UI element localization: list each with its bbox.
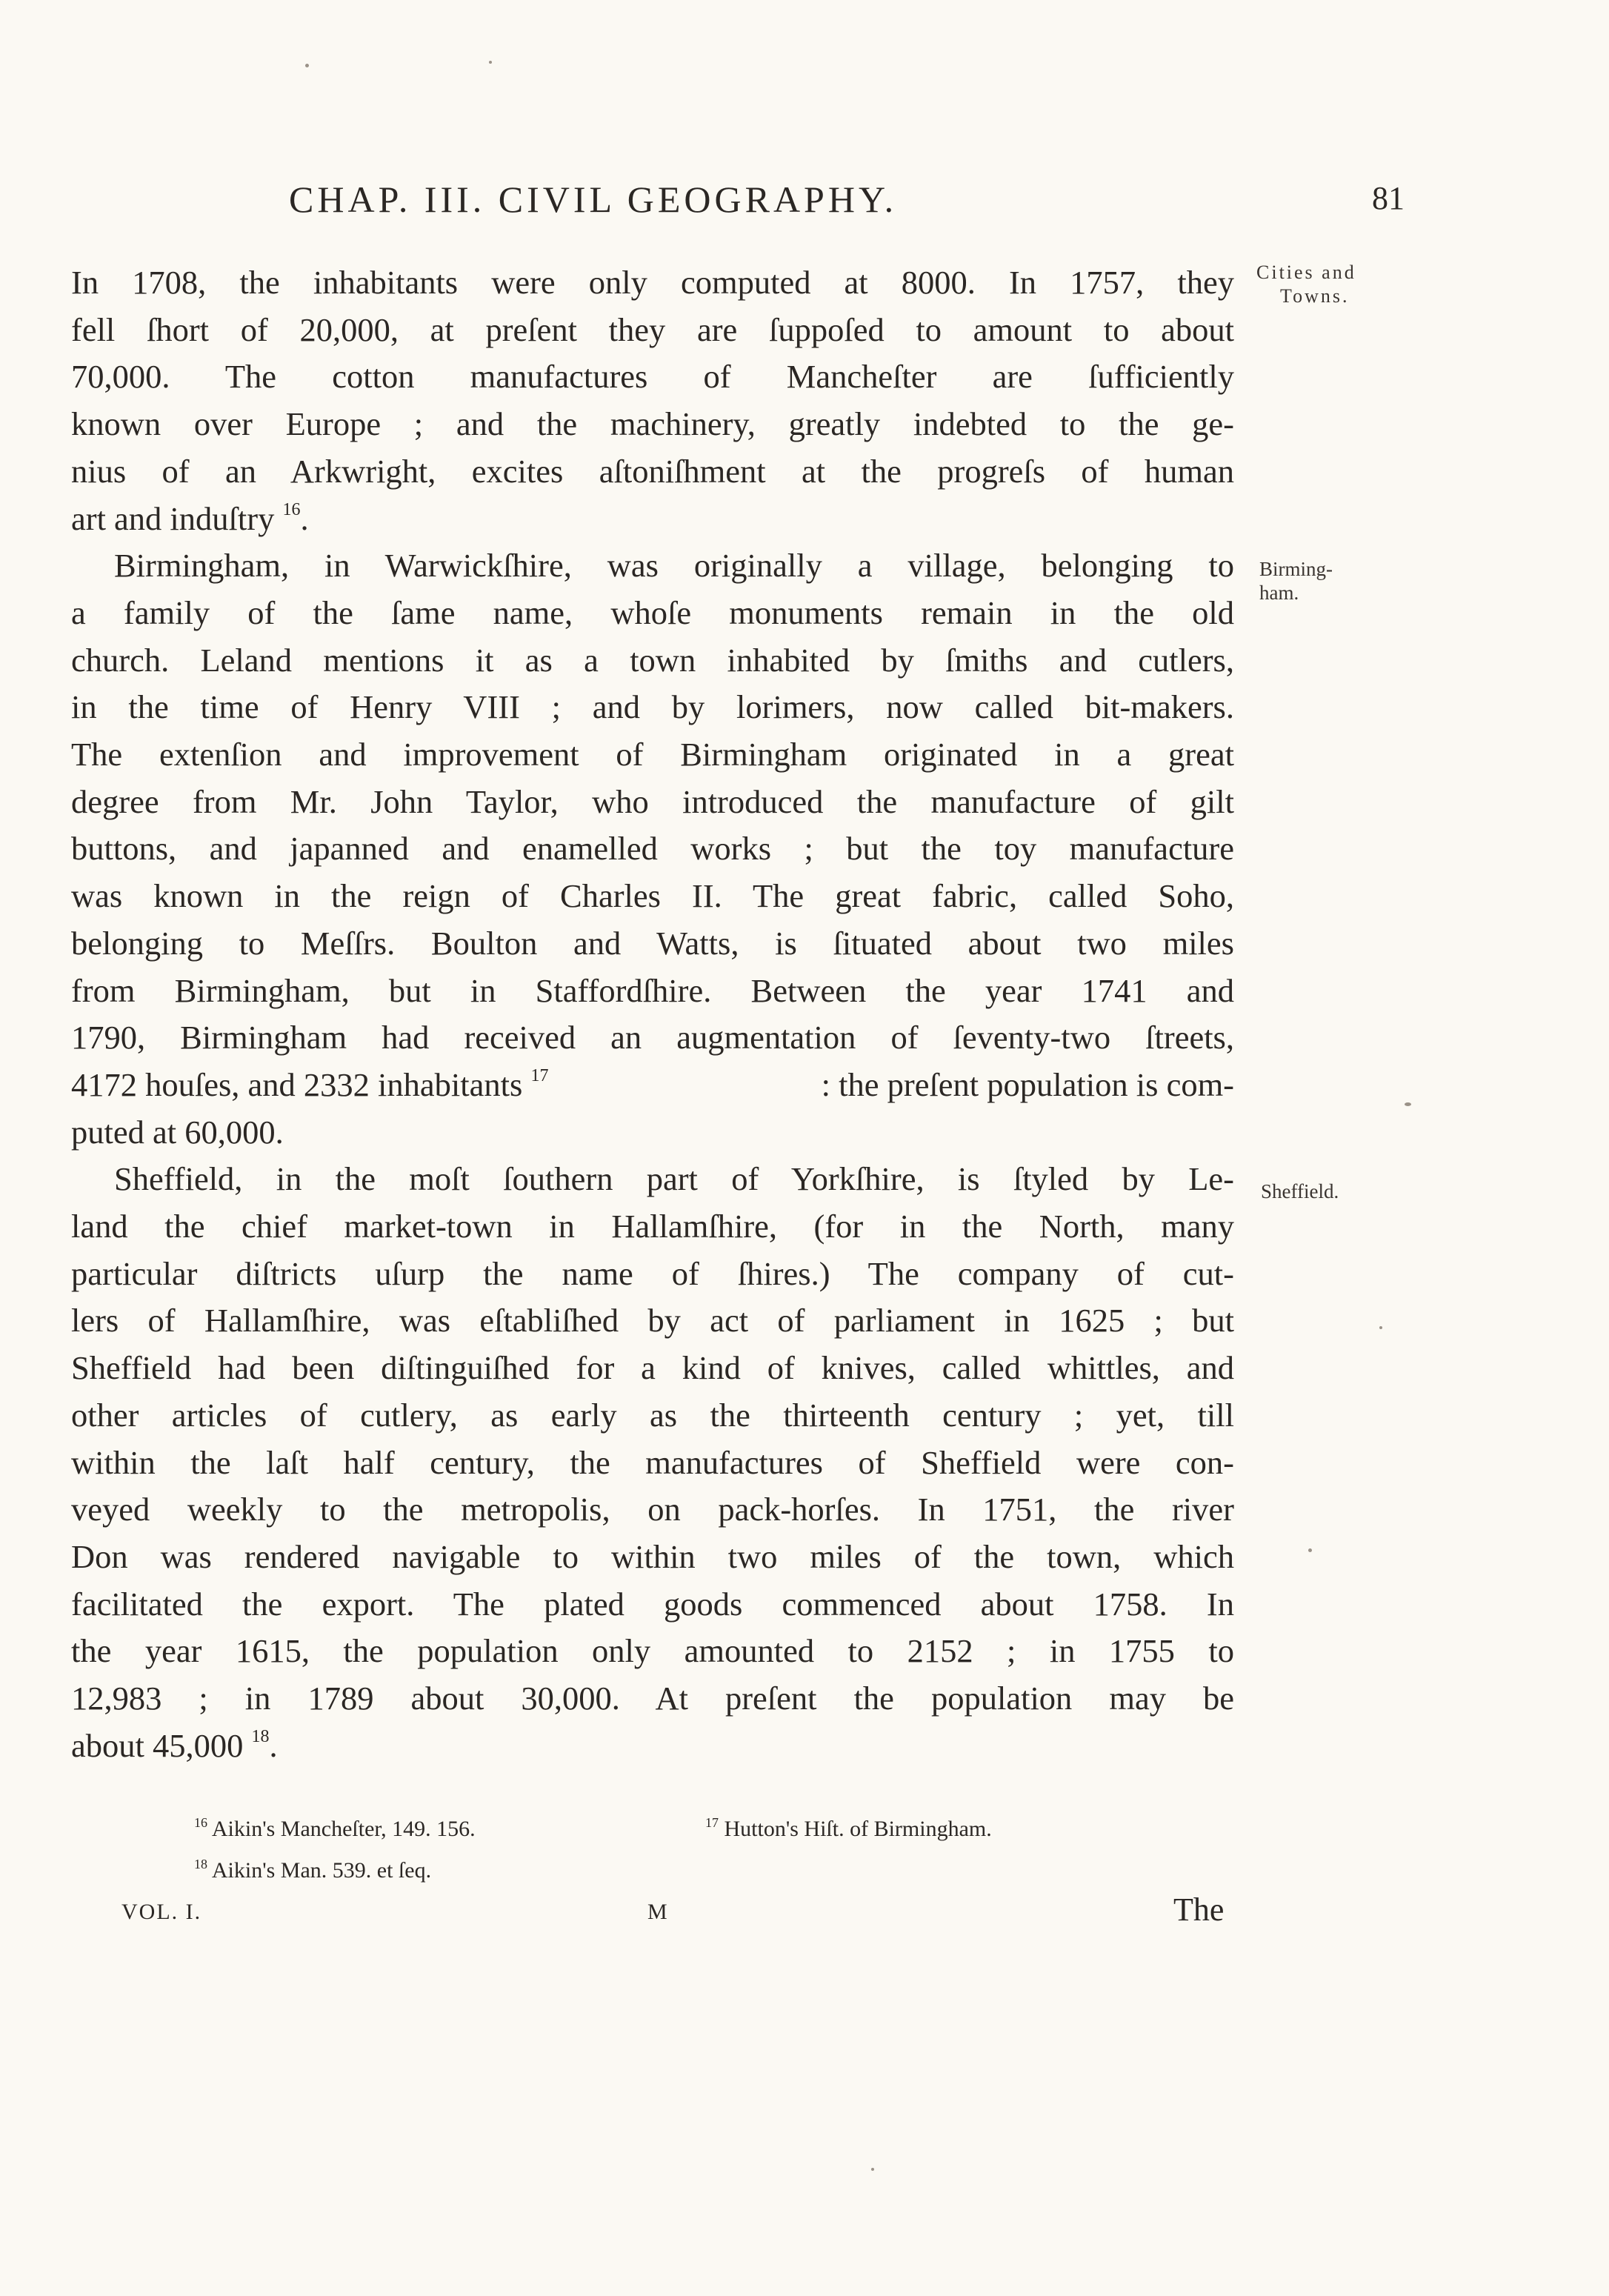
text-line: from Birmingham, but in Staffordſhire. Between the year 1741 and xyxy=(71,971,1234,1009)
footnote-text: Hutton's Hiſt. of Birmingham. xyxy=(724,1817,992,1841)
sidenote-birmingham xyxy=(1259,557,1333,605)
text-line: Sheffield, in the moſt ſouthern part of Yorkſhire, is ſtyled by Le- xyxy=(114,1160,1234,1198)
signature-mark: M xyxy=(647,1900,667,1924)
text-line: a family of the ſame name, whoſe monuments remain in the old xyxy=(71,593,1234,631)
sidenote-cities-line1: Cities and xyxy=(1256,262,1356,283)
text-line: within the laſt half century, the manufactures of Sheffield were con- xyxy=(71,1443,1234,1481)
footnote-18 xyxy=(194,1849,431,1892)
footnote-16 xyxy=(194,1808,476,1851)
page-number: 81 xyxy=(1372,180,1405,216)
footnote-text: Aikin's Man. 539. et ſeq. xyxy=(211,1858,432,1883)
text-line: known over Europe ; and the machinery, greatly indebted to the ge- xyxy=(71,405,1234,443)
paper-speck xyxy=(1405,1102,1411,1106)
footnote-ref-16: 16 xyxy=(282,499,301,519)
footnote-text: Aikin's Mancheſter, 149. 156. xyxy=(211,1817,476,1841)
text-line: degree from Mr. John Taylor, who introduced the manufacture of gilt xyxy=(71,782,1234,820)
catchword: The xyxy=(1173,1891,1225,1928)
text-line: Sheffield had been diſtinguiſhed for a kind of knives, called whittles, and xyxy=(71,1349,1234,1387)
text-line: particular diſtricts uſurp the name of ſhires.) The company of cut- xyxy=(71,1254,1234,1292)
sidenote-birmingham-line1: Birming- xyxy=(1259,558,1333,580)
text-line: Don was rendered navigable to within two miles of the town, which xyxy=(71,1537,1234,1575)
text-line: fell ſhort of 20,000, at preſent they are ſuppoſed to amount to about xyxy=(71,310,1234,348)
text-line: 1790, Birmingham had received an augmentation of ſeventy-two ſtreets, xyxy=(71,1019,1234,1057)
text-run xyxy=(71,1062,548,1109)
text-line: The extenſion and improvement of Birmingham originated in a great xyxy=(71,736,1234,773)
text-line: veyed weekly to the metropolis, on pack-horſes. In 1751, the river xyxy=(71,1491,1234,1528)
sidenote-birmingham-line2: ham. xyxy=(1259,582,1299,604)
text-run-a: 4172 houſes, and 2332 inhabitants xyxy=(71,1065,523,1103)
paper-speck xyxy=(489,61,492,64)
running-title: CHAP. III. CIVIL GEOGRAPHY. xyxy=(289,179,898,220)
sidenote-sheffield xyxy=(1261,1179,1339,1203)
text-line: was known in the reign of Charles II. The great fabric, called Soho, xyxy=(71,877,1234,915)
text-line: lers of Hallamſhire, was eſtabliſhed by act of parliament in 1625 ; but xyxy=(71,1302,1234,1340)
text-line: In 1708, the inhabitants were only computed at 8000. In 1757, they xyxy=(71,264,1234,301)
text-run-b: : the preſent population is com- xyxy=(821,1065,1234,1103)
text-line: 70,000. The cotton manufactures of Mancheſter are ſufficiently xyxy=(71,358,1234,396)
paper-speck xyxy=(871,2168,874,2171)
text-line: Birmingham, in Warwickſhire, was originally a village, belonging to xyxy=(114,547,1234,585)
text-line-last: about 45,000 $^{18}$. xyxy=(71,1726,278,1764)
paper-speck xyxy=(1308,1548,1312,1552)
sidenote-sheffield-line: Sheffield. xyxy=(1261,1180,1339,1202)
paper-speck xyxy=(1379,1326,1382,1329)
paper-speck xyxy=(305,64,309,67)
text-line: facilitated the export. The plated goods commenced about 1758. In xyxy=(71,1585,1234,1623)
text-line: buttons, and japanned and enamelled works ; but the toy manufacture xyxy=(71,830,1234,868)
running-head xyxy=(0,178,1609,230)
sidenote-cities-line2: Towns. xyxy=(1280,285,1350,307)
footnote-mark: 16 xyxy=(194,1815,207,1830)
text-line: belonging to Meſſrs. Boulton and Watts, is ſituated about two miles xyxy=(71,924,1234,962)
footnote-ref-17: 17 xyxy=(530,1065,549,1085)
text-line-last: puted at 60,000. xyxy=(71,1113,284,1151)
text-run: about 45,000 xyxy=(71,1726,244,1764)
text-line-last: art and induſtry $^{16}$. xyxy=(71,499,309,537)
sidenote-cities-and-towns xyxy=(1256,261,1356,308)
text-line xyxy=(71,1062,1234,1109)
text-line: nius of an Arkwright, excites aſtoniſhment at the progreſs of human xyxy=(71,452,1234,490)
text-line: church. Leland mentions it as a town inhabited by ſmiths and cutlers, xyxy=(71,641,1234,679)
text-line: the year 1615, the population only amounted to 2152 ; in 1755 to xyxy=(71,1632,1234,1670)
text-run: art and induſtry xyxy=(71,499,275,537)
text-line: land the chief market-town in Hallamſhire, (for in the North, many xyxy=(71,1208,1234,1245)
volume-label: VOL. I. xyxy=(121,1900,202,1924)
text-line: other articles of cutlery, as early as the thirteenth century ; yet, till xyxy=(71,1396,1234,1434)
footnote-ref-18: 18 xyxy=(251,1726,270,1746)
footnote-17 xyxy=(705,1808,992,1851)
footnote-mark: 17 xyxy=(705,1815,719,1830)
text-line: 12,983 ; in 1789 about 30,000. At preſent the population may be xyxy=(71,1680,1234,1717)
signature-line xyxy=(0,1891,1609,1941)
body-text xyxy=(71,259,1234,1770)
footnote-mark: 18 xyxy=(194,1857,207,1871)
text-line: in the time of Henry VIII ; and by lorimers, now called bit-makers. xyxy=(71,688,1234,726)
